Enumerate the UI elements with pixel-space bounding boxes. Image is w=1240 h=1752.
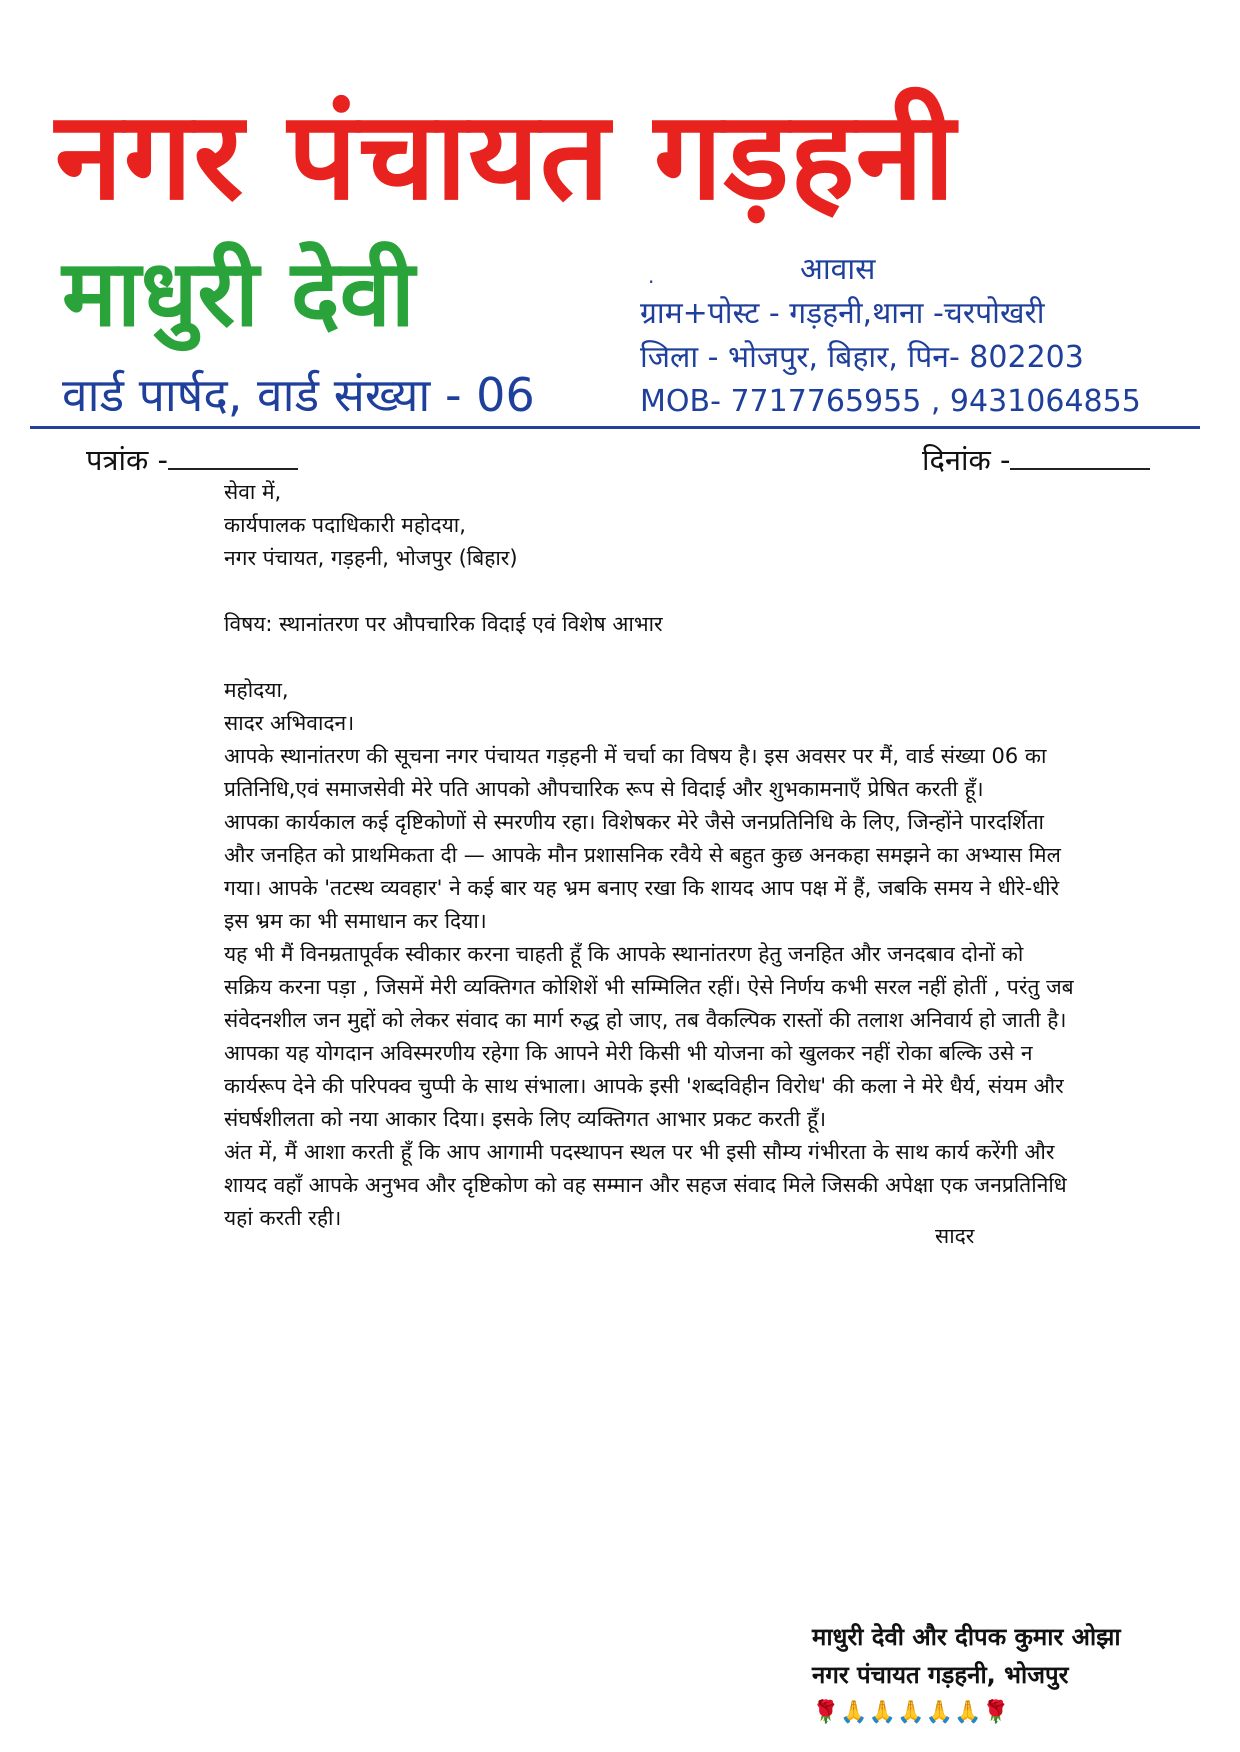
recipient-line-3: नगर पंचायत, गड़हनी, भोजपुर (बिहार) (224, 546, 518, 570)
address-heading: आवास (800, 252, 876, 287)
ward-designation: वार्ड पार्षद, वार्ड संख्या - 06 (62, 368, 535, 422)
body-line: आपके स्थानांतरण की सूचना नगर पंचायत गड़हनी में चर्चा का विषय है। इस अवसर पर मैं, वार्ड संख्या 06 का (224, 744, 1047, 768)
recipient-line-1: सेवा में, (224, 480, 282, 504)
address-line-1: ग्राम+पोस्ट - गड़हनी,थाना -चरपोखरी (640, 296, 1045, 331)
body-line: यह भी मैं विनम्रतापूर्वक स्वीकार करना चाहती हूँ कि आपके स्थानांतरण हेतु जनहित और जनदबाव दोनों को (224, 942, 1024, 966)
date-blank (1010, 464, 1150, 470)
recipient-line-2: कार्यपालक पदाधिकारी महोदया, (224, 513, 466, 537)
body-line: गया। आपके 'तटस्थ व्यवहार' ने कई बार यह भ्रम बनाए रखा कि शायद आप पक्ष में हैं, जबकि समय ने धीरे-धीरे (224, 876, 1060, 900)
sign-off: सादर (935, 1224, 975, 1248)
address-dot: . (648, 264, 655, 288)
body-line: और जनहित को प्राथमिकता दी — आपके मौन प्रशासनिक रवैये से बहुत कुछ अनकहा समझने का अभ्यास मिल (224, 843, 1061, 867)
body-line: संवेदनशील जन मुद्दों को लेकर संवाद का मार्ग रुद्ध हो जाए, तब वैकल्पिक रास्तों की तलाश अनिवार्य हो जाती है। (224, 1008, 1067, 1032)
letter-number-label: पत्रांक - (86, 443, 168, 477)
date-label: दिनांक - (922, 443, 1011, 477)
address-line-2: जिला - भोजपुर, बिहार, पिन- 802203 (640, 340, 1084, 375)
body-line: आपका कार्यकाल कई दृष्टिकोणों से स्मरणीय रहा। विशेषकर मेरे जैसे जनप्रतिनिधि के लिए, जिन्होंने पारदर्शिता (224, 810, 1044, 834)
letter-number-field (86, 440, 298, 479)
header-divider (30, 426, 1200, 429)
body-line: सक्रिय करना पड़ा , जिसमें मेरी व्यक्तिगत कोशिशें भी सम्मिलित रहीं। ऐसे निर्णय कभी सरल नहीं होतीं , परंतु जब (224, 975, 1074, 999)
body-line: शायद वहाँ आपके अनुभव और दृष्टिकोण को वह सम्मान और सहज संवाद मिले जिसकी अपेक्षा एक जनप्रतिनिधि (224, 1173, 1067, 1197)
address-line-3: MOB- 7717765955 , 9431064855 (640, 384, 1141, 419)
signer-line-1: माधुरी देवी और दीपक कुमार ओझा (812, 1623, 1121, 1651)
greeting: सादर अभिवादन। (224, 711, 355, 735)
councillor-name: माधुरी देवी (62, 240, 415, 347)
letter-number-blank (168, 464, 298, 470)
body-line: प्रतिनिधि,एवं समाजसेवी मेरे पति आपको औपचारिक रूप से विदाई और शुभकामनाएँ प्रेषित करती हूँ। (224, 777, 984, 801)
letterhead-title: नगर पंचायत गड़हनी (55, 85, 956, 227)
signature-names-block (812, 1618, 1121, 1732)
body-line: आपका यह योगदान अविस्मरणीय रहेगा कि आपने मेरी किसी भी योजना को खुलकर नहीं रोका बल्कि उसे न (224, 1041, 1033, 1065)
address-block (640, 248, 1200, 424)
body-line: अंत में, मैं आशा करती हूँ कि आप आगामी पदस्थापन स्थल पर भी इसी सौम्य गंभीरता के साथ कार्य करेंगी और (224, 1140, 1055, 1164)
salutation: महोदया, (224, 678, 289, 702)
body-line: संघर्षशीलता को नया आकार दिया। इसके लिए व्यक्तिगत आभार प्रकट करती हूँ। (224, 1107, 827, 1131)
date-field (922, 440, 1150, 479)
body-line: इस भ्रम का भी समाधान कर दिया। (224, 909, 487, 933)
body-line: कार्यरूप देने की परिपक्व चुप्पी के साथ संभाला। आपके इसी 'शब्दविहीन विरोध' की कला ने मेरे धैर्य, संयम और (224, 1074, 1064, 1098)
body-line: यहां करती रही। (224, 1206, 342, 1230)
rose-folded-hands-emojis: 🌹🙏🙏🙏🙏🙏🌹 (812, 1700, 1011, 1725)
subject-line: विषय: स्थानांतरण पर औपचारिक विदाई एवं विशेष आभार (224, 612, 663, 636)
letter-body (224, 476, 1204, 1235)
signer-line-2: नगर पंचायत गड़हनी, भोजपुर (812, 1661, 1069, 1689)
